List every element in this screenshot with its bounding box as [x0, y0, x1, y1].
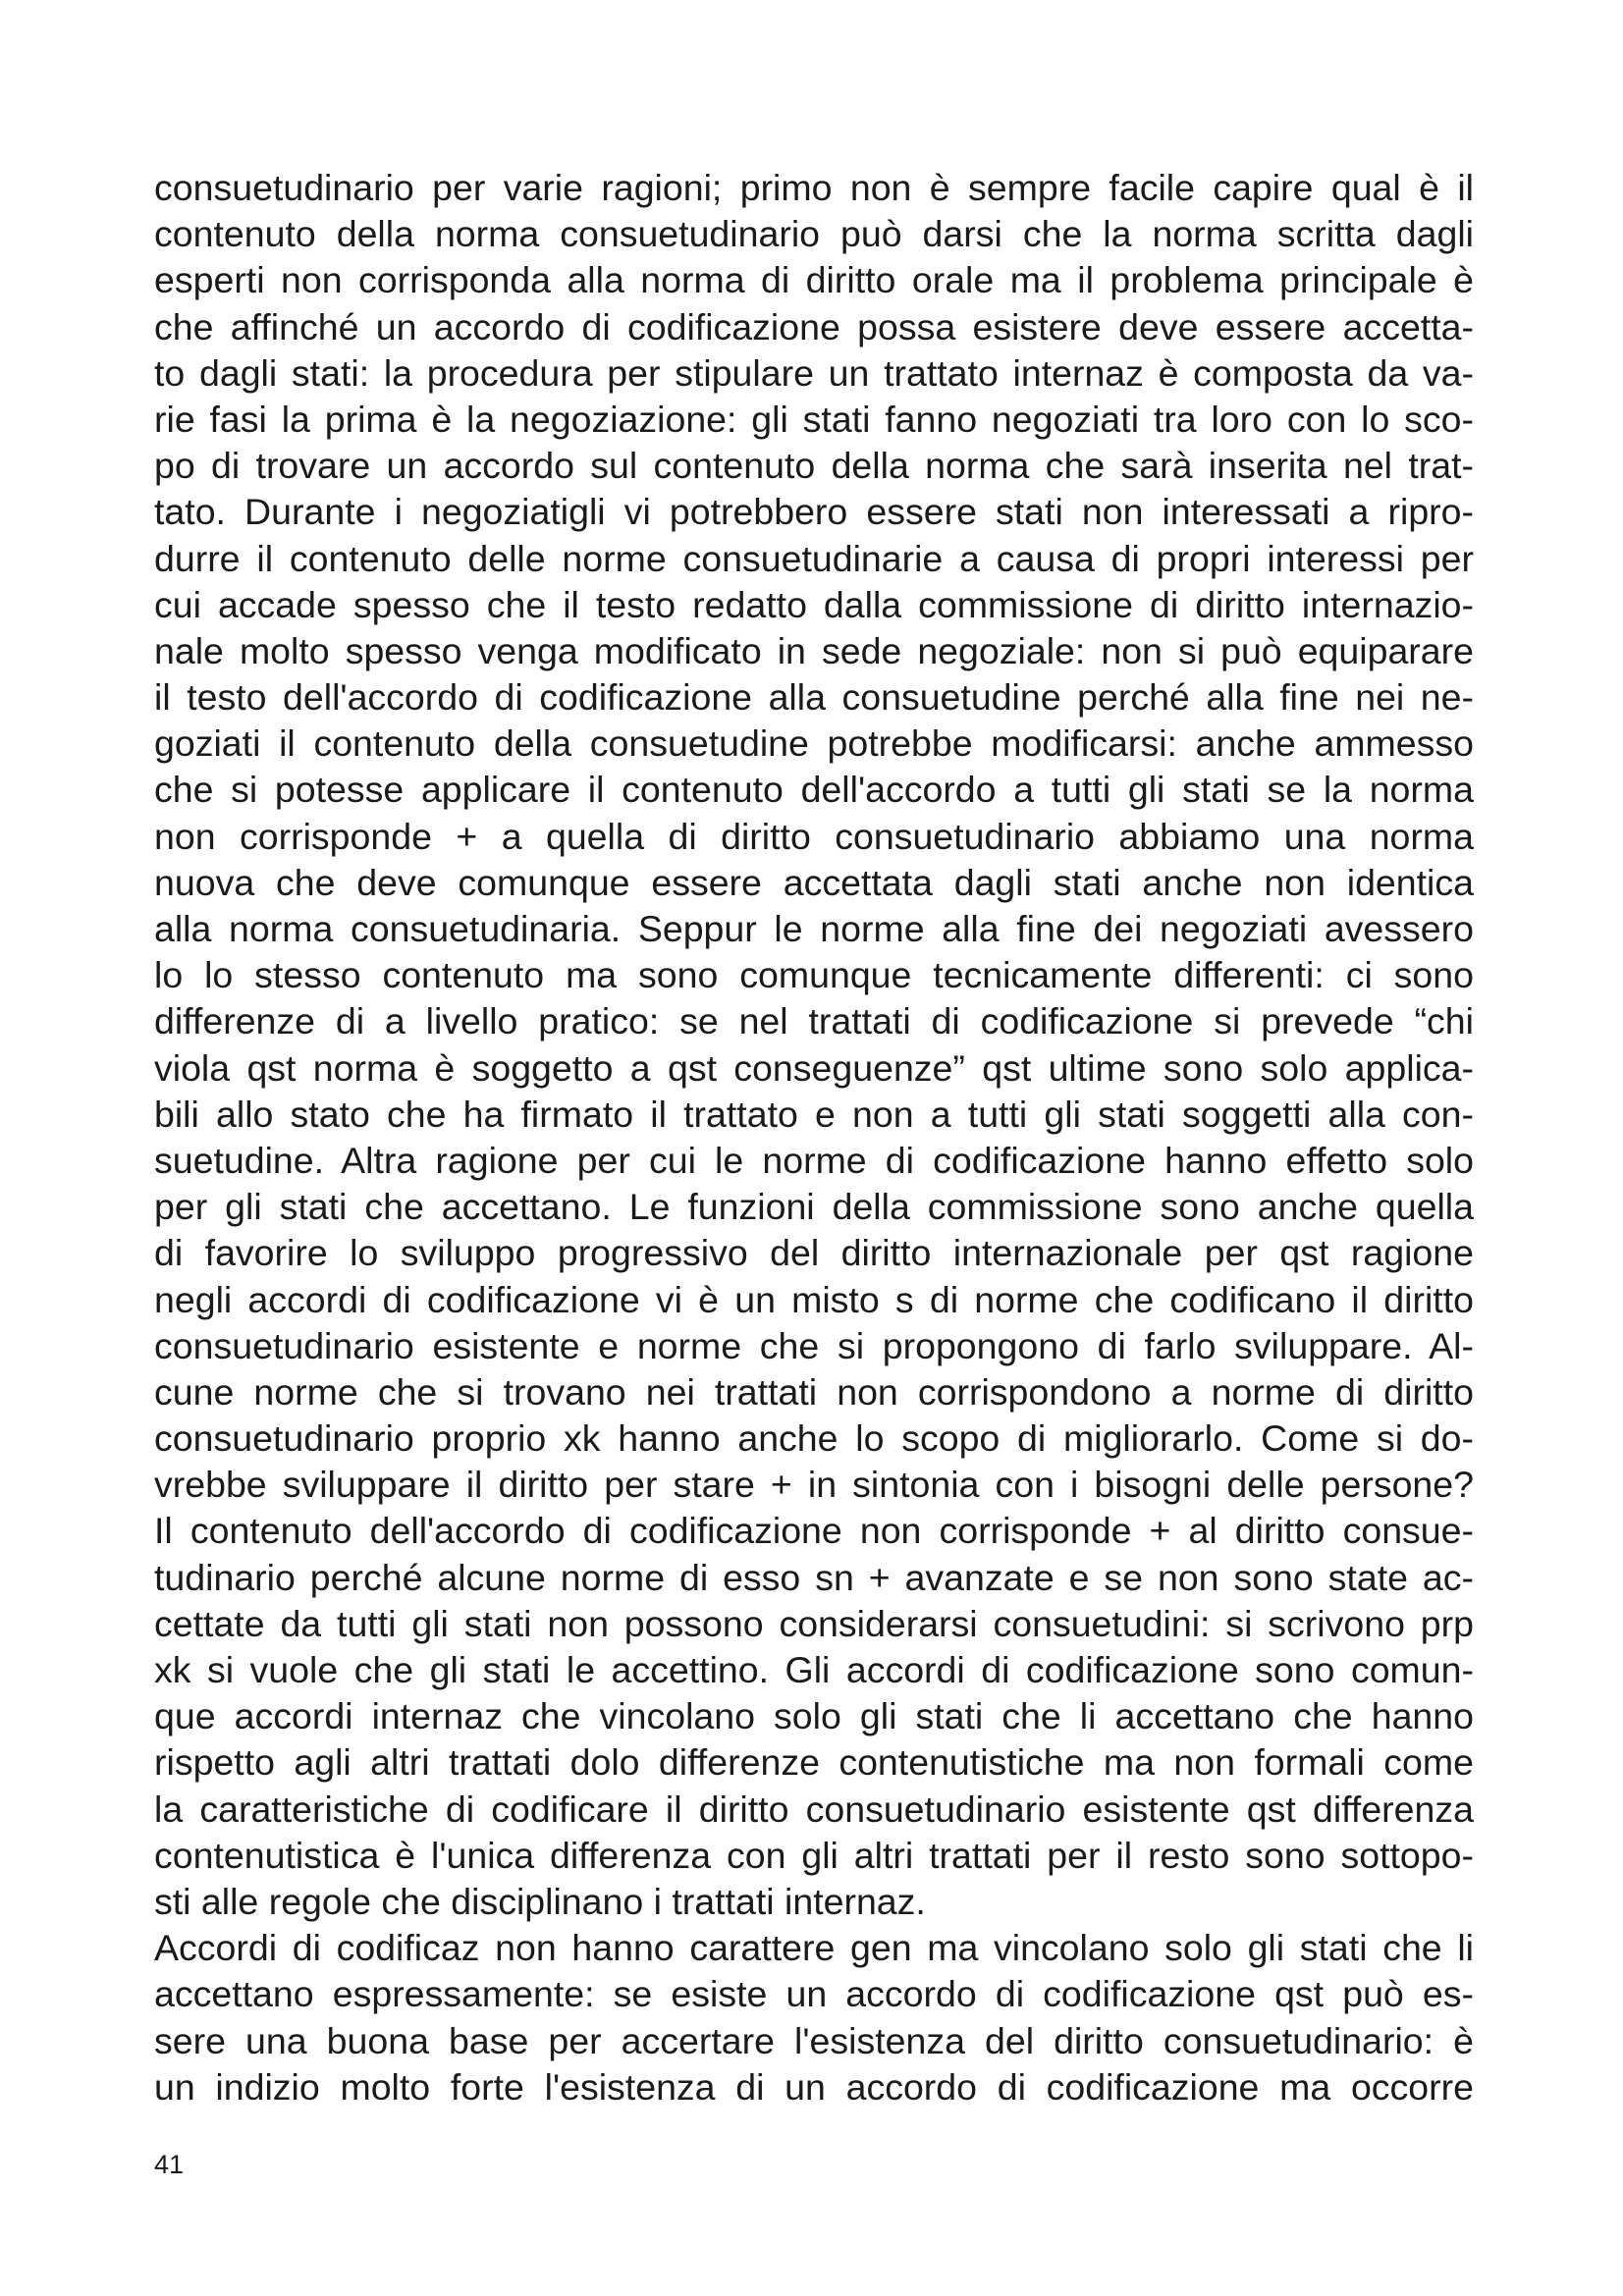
- text-line: bili allo stato che ha firmato il trattato e non a tutti gli stati soggetti alla con-: [154, 1093, 1474, 1135]
- text-line: accettano espressamente: se esiste un accordo di codificazione qst può es-: [154, 1973, 1474, 2015]
- text-line: viola qst norma è soggetto a qst conseguenze” qst ultime sono solo applica-: [154, 1046, 1474, 1089]
- text-line: sti alle regole che disciplinano i trattati internaz.: [154, 1880, 926, 1922]
- text-line: un indizio molto forte l'esistenza di un accordo di codificazione ma occorre: [154, 2065, 1474, 2108]
- text-line: cettate da tutti gli stati non possono considerarsi consuetudini: si scrivono prp: [154, 1602, 1474, 1644]
- text-line: durre il contenuto delle norme consuetudinarie a causa di propri interessi per: [154, 537, 1474, 579]
- text-line: consuetudinario proprio xk hanno anche lo scopo di migliorarlo. Come si do-: [154, 1417, 1474, 1460]
- text-line: non corrisponde + a quella di diritto consuetudinario abbiamo una norma: [154, 815, 1474, 857]
- text-line: nuova che deve comunque essere accettata dagli stati anche non identica: [154, 861, 1474, 903]
- text-line: differenze di a livello pratico: se nel trattati di codificazione si prevede “chi: [154, 1000, 1474, 1042]
- page-number: 41: [154, 2150, 185, 2179]
- text-line: alla norma consuetudinaria. Seppur le norme alla fine dei negoziati avessero: [154, 908, 1474, 949]
- text-line: cune norme che si trovano nei trattati non corrispondono a norme di diritto: [154, 1370, 1474, 1413]
- text-line: que accordi internaz che vincolano solo gli stati che li accettano che hanno: [154, 1695, 1474, 1737]
- text-line: lo lo stesso contenuto ma sono comunque tecnicamente differenti: ci sono: [154, 954, 1474, 996]
- text-line: Il contenuto dell'accordo di codificazione non corrisponde + al diritto consue-: [154, 1510, 1474, 1552]
- text-line: consuetudinario esistente e norme che si propongono di farlo sviluppare. Al-: [154, 1324, 1474, 1366]
- text-line: che affinché un accordo di codificazione possa esistere deve essere accetta-: [154, 305, 1474, 347]
- body-text: [154, 165, 1474, 2110]
- text-line: suetudine. Altra ragione per cui le norme di codificazione hanno effetto solo: [154, 1139, 1474, 1181]
- text-line: consuetudinario per varie ragioni; primo non è sempre facile capire qual è il: [154, 167, 1474, 208]
- text-line: rie fasi la prima è la negoziazione: gli stati fanno negoziati tra loro con lo sco-: [154, 398, 1474, 440]
- text-line: goziati il contenuto della consuetudine potrebbe modificarsi: anche ammesso: [154, 722, 1474, 765]
- text-line: tato. Durante i negoziatigli vi potrebbero essere stati non interessati a ripro-: [154, 491, 1474, 533]
- text-line: sere una buona base per accertare l'esistenza del diritto consuetudinario: è: [154, 2019, 1474, 2061]
- text-line: contenutistica è l'unica differenza con gli altri trattati per il resto sono sottopo-: [154, 1834, 1474, 1876]
- text-line: per gli stati che accettano. Le funzioni della commissione sono anche quella: [154, 1186, 1474, 1228]
- text-line: tudinario perché alcune norme di esso sn + avanzate e se non sono state ac-: [154, 1556, 1474, 1598]
- text-line: to dagli stati: la procedura per stipulare un trattato internaz è composta da va-: [154, 351, 1474, 394]
- text-line: la caratteristiche di codificare il diritto consuetudinario esistente qst differenza: [154, 1788, 1474, 1830]
- text-line: esperti non corrisponda alla norma di diritto orale ma il problema principale è: [154, 259, 1474, 301]
- text-line: il testo dell'accordo di codificazione alla consuetudine perché alla fine nei ne-: [154, 676, 1474, 719]
- text-line: xk si vuole che gli stati le accettino. Gli accordi di codificazione sono comun-: [154, 1649, 1474, 1690]
- text-line: negli accordi di codificazione vi è un misto s di norme che codificano il diritto: [154, 1278, 1474, 1320]
- text-line: rispetto agli altri trattati dolo differenze contenutistiche ma non formali come: [154, 1741, 1474, 1784]
- text-line: Accordi di codificaz non hanno carattere gen ma vincolano solo gli stati che li: [154, 1927, 1474, 1969]
- text-line: di favorire lo sviluppo progressivo del diritto internazionale per qst ragione: [154, 1232, 1474, 1274]
- text-line: nale molto spesso venga modificato in sede negoziale: non si può equiparare: [154, 629, 1474, 671]
- text-line: che si potesse applicare il contenuto dell'accordo a tutti gli stati se la norma: [154, 769, 1474, 811]
- text-line: po di trovare un accordo sul contenuto della norma che sarà inserita nel trat-: [154, 445, 1474, 487]
- text-line: vrebbe sviluppare il diritto per stare + in sintonia con i bisogni delle persone?: [154, 1464, 1474, 1506]
- text-line: cui accade spesso che il testo redatto dalla commissione di diritto internazio-: [154, 583, 1474, 625]
- text-line: contenuto della norma consuetudinario può darsi che la norma scritta dagli: [154, 213, 1474, 255]
